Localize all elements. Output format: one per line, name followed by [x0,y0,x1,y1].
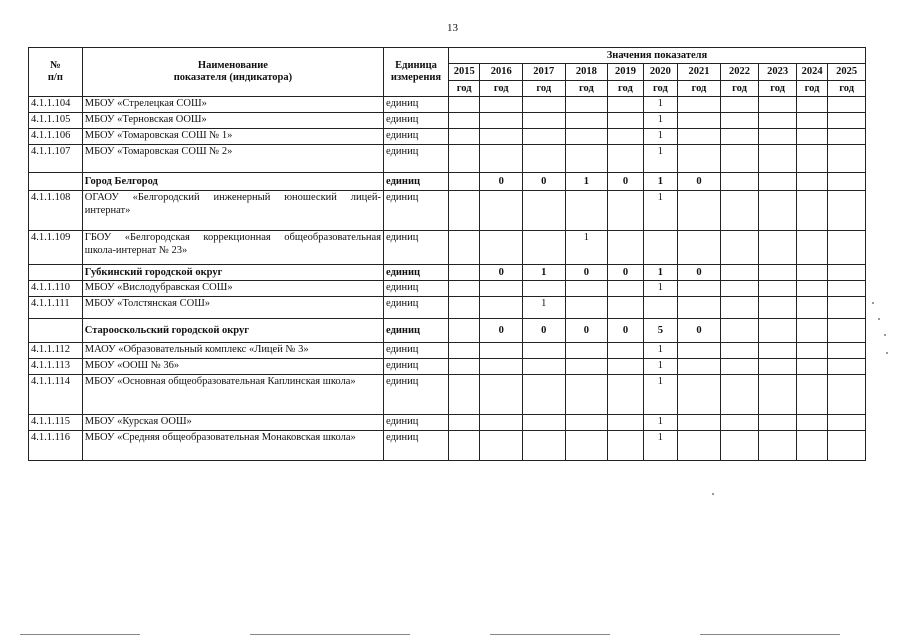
header-year: 2025 [828,64,866,81]
row-name: МБОУ «Толстянская СОШ» [82,297,383,319]
table-row [29,343,866,359]
row-unit: единиц [384,375,449,415]
row-value [565,281,608,297]
row-value [565,343,608,359]
row-value: 1 [643,431,677,461]
row-value: 1 [565,231,608,265]
scan-speck [878,318,880,320]
header-year-word: год [448,81,479,97]
row-value [678,281,721,297]
row-value [608,113,644,129]
row-value [608,97,644,113]
scan-edge-line [20,634,140,635]
row-value [759,431,797,461]
row-value [796,97,827,113]
header-unit-line2: измерения [390,72,442,83]
row-value [523,191,566,231]
row-code: 4.1.1.112 [29,343,83,359]
row-value [796,191,827,231]
row-value [720,359,759,375]
header-number-symbol: № [50,60,61,71]
row-value [828,265,866,281]
table-row [29,281,866,297]
row-value [828,145,866,173]
row-value: 0 [480,319,523,343]
row-value: 1 [643,191,677,231]
row-name: ГБОУ «Белгородская коррекционная общеобразовательная школа-интернат № 23» [82,231,383,265]
row-value: 0 [480,173,523,191]
row-value [448,319,479,343]
row-code: 4.1.1.109 [29,231,83,265]
row-value [565,97,608,113]
page-number: 13 [447,22,458,34]
header-year-word: год [759,81,797,97]
group-row [29,319,866,343]
row-value [523,431,566,461]
table-row [29,415,866,431]
row-value [565,359,608,375]
row-value [678,375,721,415]
row-value [720,145,759,173]
row-unit: единиц [384,145,449,173]
row-value [448,415,479,431]
row-code: 4.1.1.114 [29,375,83,415]
row-unit: единиц [384,113,449,129]
header-values-title: Значения показателя [448,48,865,64]
row-value [448,297,479,319]
row-unit: единиц [384,231,449,265]
row-value [448,129,479,145]
row-name: ОГАОУ «Белгородский инженерный юношеский лицей-интернат» [82,191,383,231]
row-value [480,359,523,375]
row-value [678,431,721,461]
row-value [523,343,566,359]
row-value [678,113,721,129]
row-code: 4.1.1.115 [29,415,83,431]
row-value [796,431,827,461]
header-unit [384,48,449,97]
row-value [523,97,566,113]
row-value [643,297,677,319]
row-value: 0 [523,319,566,343]
row-code: 4.1.1.104 [29,97,83,113]
row-value [828,173,866,191]
row-value [678,145,721,173]
table-row [29,231,866,265]
row-code [29,265,83,281]
row-name: МБОУ «ООШ № 36» [82,359,383,375]
row-value [796,231,827,265]
row-value [448,375,479,415]
row-value [643,231,677,265]
header-name [82,48,383,97]
row-value [678,297,721,319]
row-value [828,431,866,461]
header-number-sub: п/п [47,72,63,83]
row-value [448,173,479,191]
row-value: 0 [565,319,608,343]
row-value [448,431,479,461]
row-code [29,319,83,343]
row-value: 1 [643,113,677,129]
row-value [480,145,523,173]
row-value: 0 [480,265,523,281]
row-value [608,415,644,431]
header-year: 2017 [523,64,566,81]
row-value [720,375,759,415]
row-value [448,113,479,129]
row-value: 1 [643,97,677,113]
row-code: 4.1.1.113 [29,359,83,375]
header-name-line1: Наименование [197,60,268,71]
row-name: Город Белгород [82,173,383,191]
row-value: 1 [523,297,566,319]
row-code: 4.1.1.108 [29,191,83,231]
row-value [523,415,566,431]
row-value [523,129,566,145]
row-value [565,375,608,415]
row-value [523,375,566,415]
row-value [480,431,523,461]
row-value [759,281,797,297]
row-unit: единиц [384,129,449,145]
row-value [796,145,827,173]
row-value [828,97,866,113]
row-value [720,265,759,281]
row-value [565,191,608,231]
row-value [828,375,866,415]
row-value [565,145,608,173]
header-year-word: год [565,81,608,97]
row-value [448,191,479,231]
header-year-word: год [796,81,827,97]
row-value [720,113,759,129]
row-value [720,231,759,265]
row-name: МБОУ «Терновская ООШ» [82,113,383,129]
row-value [608,359,644,375]
scan-edge-line [700,634,840,635]
row-name: Старооскольский городской округ [82,319,383,343]
row-value [678,129,721,145]
row-unit: единиц [384,343,449,359]
row-value [523,281,566,297]
row-value [608,375,644,415]
scan-speck [712,493,714,495]
row-value [759,343,797,359]
row-value [480,343,523,359]
row-value [759,113,797,129]
row-value [796,343,827,359]
row-value [480,113,523,129]
row-value [678,343,721,359]
row-value [720,97,759,113]
row-value: 0 [608,265,644,281]
row-value [448,231,479,265]
row-value [523,145,566,173]
row-value [608,191,644,231]
row-unit: единиц [384,191,449,231]
row-value [796,319,827,343]
row-code: 4.1.1.106 [29,129,83,145]
row-name: Губкинский городской округ [82,265,383,281]
row-value: 1 [643,281,677,297]
row-unit: единиц [384,173,449,191]
header-year-word: год [523,81,566,97]
row-code: 4.1.1.116 [29,431,83,461]
row-value: 0 [678,173,721,191]
row-value [828,415,866,431]
table-row [29,375,866,415]
scan-speck [884,334,886,336]
row-value [608,343,644,359]
row-value: 1 [643,415,677,431]
scan-speck [872,302,874,304]
header-year: 2022 [720,64,759,81]
row-unit: единиц [384,265,449,281]
row-name: МБОУ «Стрелецкая СОШ» [82,97,383,113]
row-unit: единиц [384,97,449,113]
row-value [796,375,827,415]
row-code: 4.1.1.105 [29,113,83,129]
row-value [796,113,827,129]
row-value [720,297,759,319]
row-unit: единиц [384,319,449,343]
row-value [565,415,608,431]
row-value: 1 [643,129,677,145]
row-value [448,359,479,375]
row-value [796,297,827,319]
row-value [720,129,759,145]
header-year-word: год [720,81,759,97]
row-value [828,191,866,231]
row-value [828,231,866,265]
row-value [565,113,608,129]
row-value [828,297,866,319]
row-name: МБОУ «Вислодубравская СОШ» [82,281,383,297]
row-value: 0 [608,173,644,191]
row-value [759,191,797,231]
indicator-table [28,47,866,461]
row-value [759,319,797,343]
row-value [796,415,827,431]
row-value: 0 [678,265,721,281]
scan-speck [886,352,888,354]
row-value: 1 [523,265,566,281]
table-row [29,113,866,129]
row-name: МБОУ «Томаровская СОШ № 2» [82,145,383,173]
row-unit: единиц [384,297,449,319]
row-value [678,191,721,231]
row-value: 1 [643,343,677,359]
row-value [759,231,797,265]
table-row [29,145,866,173]
row-value [608,129,644,145]
table-row [29,431,866,461]
row-value [796,129,827,145]
row-value [796,281,827,297]
row-value [565,129,608,145]
row-name: МАОУ «Образовательный комплекс «Лицей № 3» [82,343,383,359]
row-name: МБОУ «Средняя общеобразовательная Монаковская школа» [82,431,383,461]
row-value [523,113,566,129]
row-code: 4.1.1.111 [29,297,83,319]
row-value [480,97,523,113]
row-value [720,431,759,461]
row-value [480,415,523,431]
row-value [608,281,644,297]
table-row [29,191,866,231]
row-value [608,297,644,319]
header-year-word: год [678,81,721,97]
row-value [720,343,759,359]
row-value: 1 [643,145,677,173]
row-value: 0 [523,173,566,191]
row-value [759,375,797,415]
row-value [480,281,523,297]
table-row [29,359,866,375]
row-value [759,297,797,319]
row-code [29,173,83,191]
row-value [828,319,866,343]
row-value [480,191,523,231]
row-value [448,281,479,297]
row-value [480,297,523,319]
row-value: 1 [643,265,677,281]
row-value [565,297,608,319]
row-value [448,145,479,173]
row-value [759,145,797,173]
row-value [565,431,608,461]
row-value: 0 [678,319,721,343]
header-year: 2018 [565,64,608,81]
row-unit: единиц [384,359,449,375]
row-value: 0 [608,319,644,343]
row-value [828,113,866,129]
row-unit: единиц [384,431,449,461]
row-value: 1 [643,375,677,415]
row-value [759,97,797,113]
table-row [29,297,866,319]
row-value [448,265,479,281]
row-value: 0 [565,265,608,281]
row-value [608,231,644,265]
row-value [678,359,721,375]
header-year: 2019 [608,64,644,81]
row-value [448,97,479,113]
row-value [448,343,479,359]
row-value [759,173,797,191]
row-unit: единиц [384,281,449,297]
header-unit-line1: Единица [395,60,437,71]
header-year: 2015 [448,64,479,81]
row-value [828,359,866,375]
table-row [29,129,866,145]
row-value [828,129,866,145]
header-year: 2021 [678,64,721,81]
row-value [796,173,827,191]
header-year-word: год [828,81,866,97]
header-year-word: год [643,81,677,97]
header-year: 2023 [759,64,797,81]
group-row [29,265,866,281]
row-value: 1 [643,359,677,375]
row-value: 1 [565,173,608,191]
row-value [828,281,866,297]
header-year: 2020 [643,64,677,81]
row-value [720,191,759,231]
row-value [720,173,759,191]
row-value [523,359,566,375]
header-year: 2016 [480,64,523,81]
scan-edge-line [490,634,610,635]
row-value [759,415,797,431]
row-value [480,375,523,415]
row-value [759,359,797,375]
header-year-word: год [608,81,644,97]
scan-edge-line [250,634,410,635]
header-name-line2: показателя (индикатора) [173,72,293,83]
row-value: 5 [643,319,677,343]
row-unit: единиц [384,415,449,431]
row-value [720,415,759,431]
row-name: МБОУ «Томаровская СОШ № 1» [82,129,383,145]
row-value: 1 [643,173,677,191]
group-row [29,173,866,191]
row-value [720,319,759,343]
row-value [480,231,523,265]
table-row [29,97,866,113]
row-value [796,359,827,375]
row-value [678,231,721,265]
row-value [678,97,721,113]
header-year-word: год [480,81,523,97]
row-code: 4.1.1.107 [29,145,83,173]
row-value [759,129,797,145]
header-number [29,48,83,97]
row-name: МБОУ «Основная общеобразовательная Каплинская школа» [82,375,383,415]
row-value [480,129,523,145]
row-value [828,343,866,359]
row-value [759,265,797,281]
row-value [523,231,566,265]
row-code: 4.1.1.110 [29,281,83,297]
row-value [720,281,759,297]
row-name: МБОУ «Курская ООШ» [82,415,383,431]
row-value [678,415,721,431]
header-year: 2024 [796,64,827,81]
row-value [796,265,827,281]
row-value [608,145,644,173]
row-value [608,431,644,461]
